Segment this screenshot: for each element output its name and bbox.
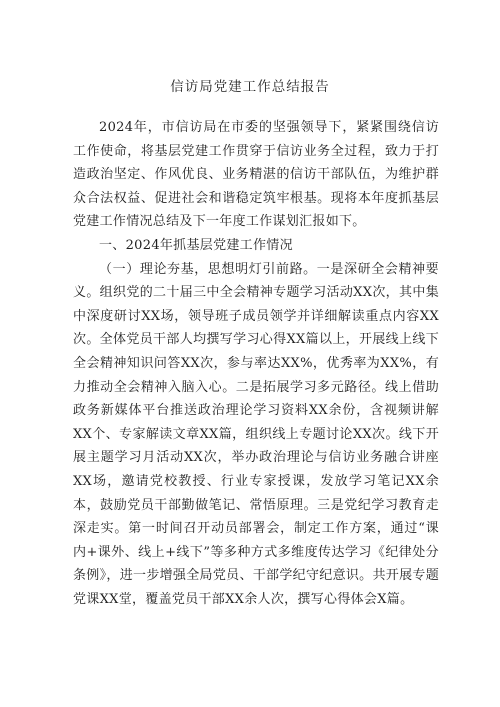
document-body bbox=[73, 116, 439, 611]
intro-paragraph: 2024年，市信访局在市委的坚强领导下，紧紧围绕信访工作使命，将基层党建工作贯穿于信访业务全过程，致力于打造政治坚定、作风优良、业务精湛的信访干部队伍，为维护群众合法权益、促进社会和谐稳定筑牢根基。现将本年度抓基层党建工作情况总结及下一年度工作谋划汇报如下。 bbox=[73, 120, 439, 230]
section-heading: 一、2024年抓基层党建工作情况 bbox=[99, 237, 293, 253]
body-paragraph: （一）理论夯基，思想明灯引前路。一是深研全会精神要义。组织党的二十届三中全会精神专题学习活动XX次，其中集中深度研讨XX场，领导班子成员领学并详细解读重点内容XX次。全体党员干部人均撰写学习心得XX篇以上，开展线上线下全会精神知识问答XX次，参与率达XX%，优秀率为XX%，有力推动全会精神入脑入心。二是拓展学习多元路径。线上借助政务新媒体平台推送政治理论学习资料XX余份，含视频讲解XX个、专家解读文章XX篇，组织线上专题讨论XX次。线下开展主题学习月活动XX次，举办政治理论与信访业务融合讲座XX场，邀请党校教授、行业专家授课，发放学习笔记XX余本，鼓励党员干部勤做笔记、常悟原理。三是党纪学习教育走深走实。第一时间召开动员部署会，制定工作方案，通过“课内+课外、线上+线下”等多种方式多维度传达学习《纪律处分条例》，进一步增强全局党员、干部学纪守纪意识。共开展专题党课XX堂，覆盖党员干部XX余人次，撰写心得体会X篇。 bbox=[73, 261, 439, 607]
document-title: 信访局党建工作总结报告 bbox=[170, 79, 330, 95]
